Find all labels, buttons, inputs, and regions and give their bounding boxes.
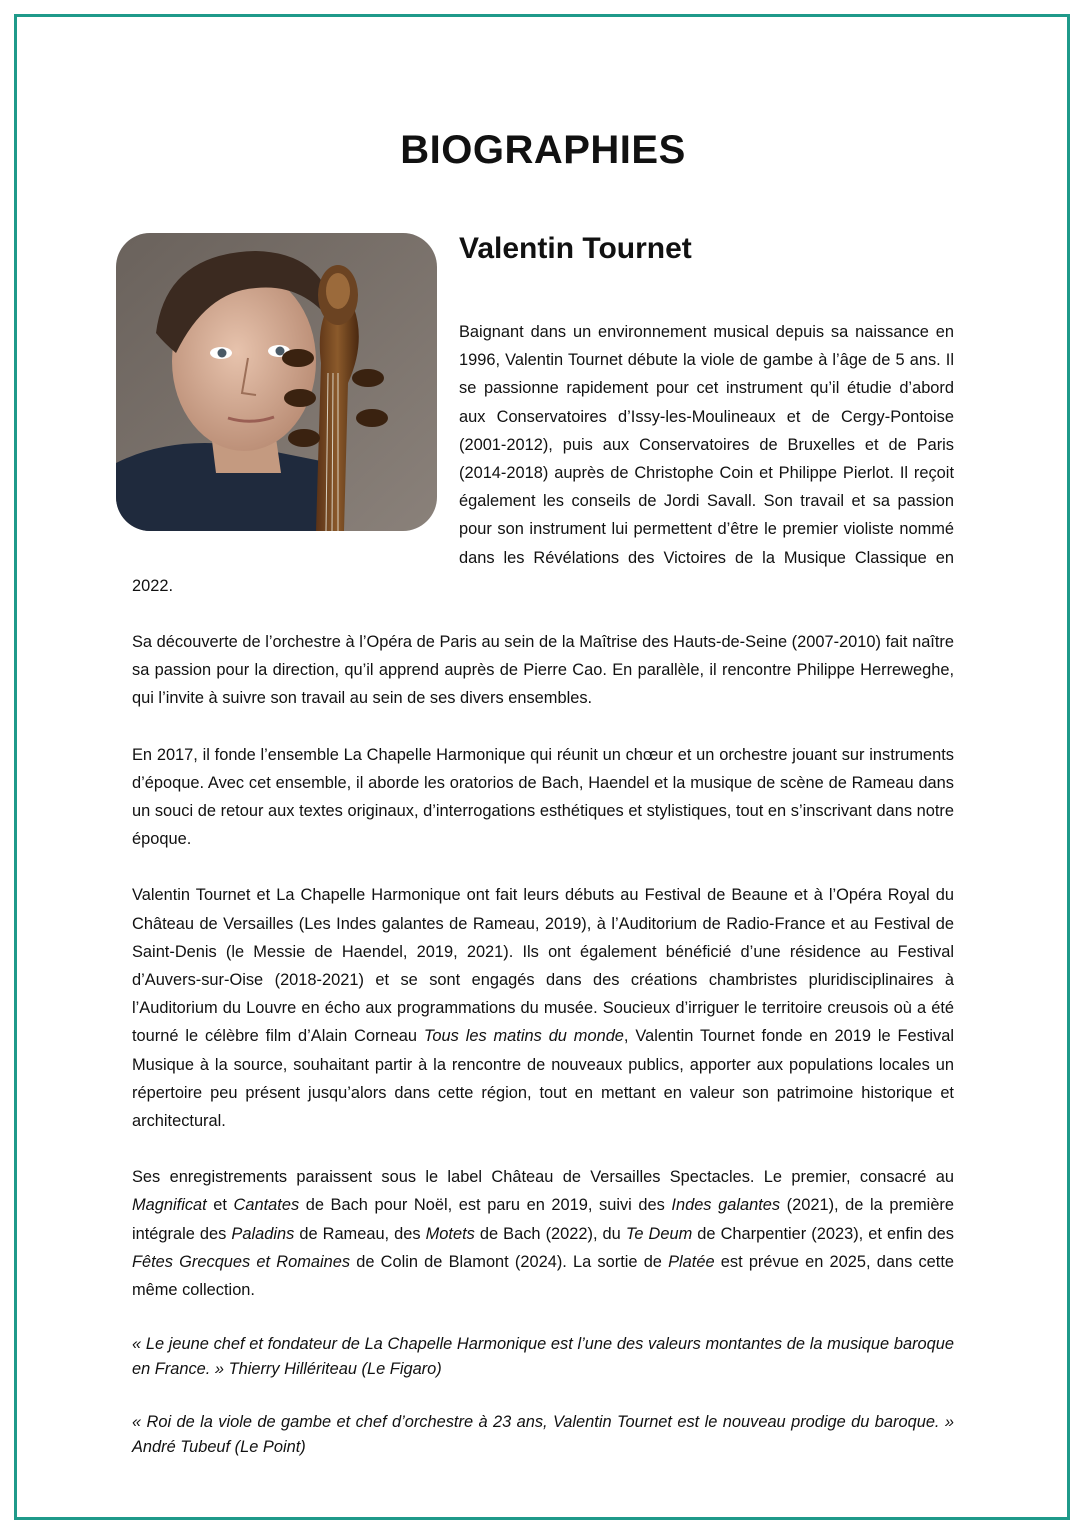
biography-body: [132, 628, 954, 1488]
work-title: Indes galantes: [671, 1196, 781, 1215]
recordings-text: de Bach pour Noël, est paru en 2019, suivi des: [299, 1196, 672, 1215]
recordings-text: de Bach (2022), du: [474, 1224, 626, 1243]
press-quote-point: « Roi de la viole de gambe et chef d’orchestre à 23 ans, Valentin Tournet est le nouveau prodige du baroque. » André Tubeuf (Le Point): [132, 1413, 954, 1457]
work-title: Paladins: [231, 1224, 295, 1243]
recordings-text: de Charpentier (2023), et enfin des: [692, 1224, 954, 1243]
paragraph-ensemble: En 2017, il fonde l’ensemble La Chapelle Harmonique qui réunit un chœur et un orchestre jouant sur instruments d’époque. Avec cet ensemble, il aborde les oratorios de Bach, Haendel et la musique de scène de Rameau dans un souci de retour aux textes originaux, d’interrogations esthétiques et stylistiques, tout en s’inscrivant dans notre époque.: [132, 745, 954, 849]
paragraph-recordings: [132, 1163, 954, 1304]
work-title: Te Deum: [625, 1224, 693, 1243]
recordings-text: Ses enregistrements paraissent sous le label Château de Versailles Spectacles. Le premier, consacré au: [132, 1168, 954, 1187]
work-title: Cantates: [233, 1196, 300, 1215]
person-name: Valentin Tournet: [459, 232, 692, 265]
paragraph-debuts-part: , Valentin Tournet fonde en 2019 le Festival Musique à la source, souhaitant partir à la rencontre de nouveaux publics, apporter aux populations locales un répertoire peu présent jusqu’alors dans cette région, tout en mettant en valeur son patrimoine historique et architectural.: [132, 1027, 954, 1131]
photo-spacer: [132, 318, 459, 570]
intro-text: Baignant dans un environnement musical depuis sa naissance en 1996, Valentin Tournet débute la viole de gambe à l’âge de 5 ans. Il se passionne rapidement pour cet instrument qu’il étudie d’abord aux Conservatoires d’Issy-les-Moulineaux et de Cergy-Pontoise (2001-2012), puis aux Conservatoires de Bruxelles et de Paris (2014-2018) auprès de Christophe Coin et Philippe Pierlot. Il reçoit également les conseils de Jordi Savall. Son travail et sa passion pour son instrument lui permettent d’être le premier violiste nommé dans les Révélations des Victoires de la Musique Classique en 2022.: [132, 323, 954, 595]
work-title: Magnificat: [132, 1196, 207, 1215]
intro-paragraph: [132, 318, 954, 600]
paragraph-training: Sa découverte de l’orchestre à l’Opéra de Paris au sein de la Maîtrise des Hauts-de-Seine (2007-2010) fait naître sa passion pour la direction, qu’il apprend auprès de Pierre Cao. En parallèle, il rencontre Philippe Herreweghe, qui l’invite à suivre son travail au sein de ses divers ensembles.: [132, 633, 954, 708]
paragraph-debuts: [132, 881, 954, 1135]
paragraph-debuts-part: Valentin Tournet et La Chapelle Harmonique ont fait leurs débuts au Festival de Beaune et à l’Opéra Royal du Château de Versailles (Les Indes galantes de Rameau, 2019), à l’Auditorium de Radio-France et au Festival de Saint-Denis (le Messie de Haendel, 2019, 2021). Ils ont également bénéficié d’une résidence au Festival d’Auvers-sur-Oise (2018-2021) et se sont engagés dans des créations chambristes pluridisciplinaires à l’Auditorium du Louvre en écho aux programmations du musée. Soucieux d’irriguer le territoire creusois où a été tourné le célèbre film d’Alain Corneau: [132, 886, 954, 1046]
work-title: Platée: [668, 1252, 715, 1271]
work-title: Motets: [425, 1224, 475, 1243]
work-title: Fêtes Grecques et Romaines: [132, 1252, 351, 1271]
recordings-text: de Colin de Blamont (2024). La sortie de: [350, 1252, 669, 1271]
recordings-text: de Rameau, des: [294, 1224, 426, 1243]
recordings-text: (2021), de la première intégrale des: [132, 1196, 955, 1243]
press-quote-figaro: « Le jeune chef et fondateur de La Chapelle Harmonique est l’une des valeurs montantes de la musique baroque en France. » Thierry Hillériteau (Le Figaro): [132, 1335, 954, 1379]
film-title: Tous les matins du monde: [423, 1027, 624, 1046]
recordings-text: et: [206, 1196, 234, 1215]
page-title: BIOGRAPHIES: [400, 128, 686, 172]
recordings-text: est prévue en 2025, dans cette même collection.: [132, 1252, 954, 1300]
